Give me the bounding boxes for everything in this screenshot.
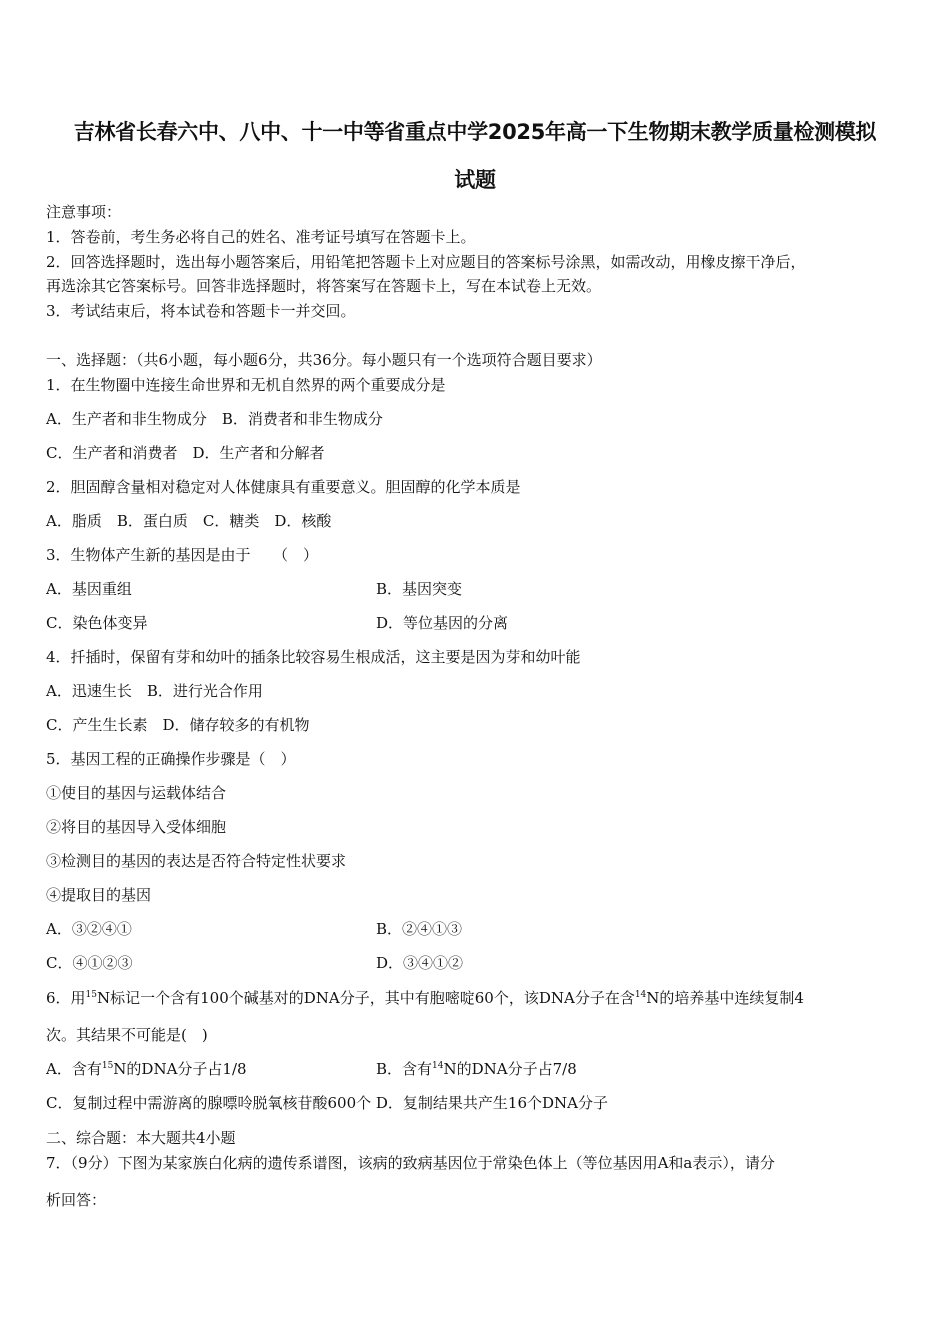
- q6-option-a-text: A．含有: [46, 1060, 102, 1078]
- q6-option-a-superscript: 15: [101, 1061, 114, 1071]
- q1-options-cd: C．生产者和消费者 D．生产者和分解者: [46, 444, 325, 462]
- q1-options-ab: A．生产者和非生物成分 B．消费者和非生物成分: [46, 410, 383, 428]
- q6-stem-line1: [46, 988, 804, 1008]
- section2-heading: 二、综合题：本大题共4小题: [46, 1129, 236, 1147]
- q3-options-row1: [46, 579, 463, 599]
- notice-item-1: 1．答卷前，考生务必将自己的姓名、准考证号填写在答题卡上。: [46, 228, 476, 246]
- q5-step-3: ③检测目的基因的表达是否符合特定性状要求: [46, 852, 347, 870]
- q6-stem-line2: 次。其结果不可能是( ): [46, 1026, 208, 1044]
- q6-text-part1: 6．用: [46, 989, 86, 1007]
- q6-option-b-text: B．含有: [376, 1060, 433, 1078]
- q4-options-cd: C．产生生长素 D．储存较多的有机物: [46, 716, 310, 734]
- q6-text-part2: N标记一个含有100个碱基对的DNA分子，其中有胞嘧啶60个，该DNA分子在含: [97, 989, 635, 1007]
- q3-stem: 3．生物体产生新的基因是由于 （ ）: [46, 546, 319, 564]
- q5-step-2: ②将目的基因导入受体细胞: [46, 818, 227, 836]
- exam-title-line1: 吉林省长春六中、八中、十一中等省重点中学2025年高一下生物期末教学质量检测模拟: [73, 120, 877, 144]
- q6-superscript-14: 14: [634, 990, 647, 1000]
- notice-item-2-cont: 再选涂其它答案标号。回答非选择题时，将答案写在答题卡上，写在本试卷上无效。: [46, 277, 602, 295]
- q3-option-b: B．基因突变: [376, 580, 463, 598]
- q6-option-b-tail: N的DNA分子占7/8: [443, 1060, 577, 1078]
- q5-options-row1: [46, 919, 463, 939]
- q3-options-row2: [46, 613, 509, 633]
- q2-stem: 2．胆固醇含量相对稳定对人体健康具有重要意义。胆固醇的化学本质是: [46, 478, 521, 496]
- q6-text-part3: N的培养基中连续复制4: [646, 989, 804, 1007]
- q3-option-c: C．染色体变异: [46, 614, 148, 632]
- q3-option-a: A．基因重组: [46, 580, 132, 598]
- q5-option-c: C．④①②③: [46, 954, 133, 972]
- notice-item-2: 2．回答选择题时，选出每小题答案后，用铅笔把答题卡上对应题目的答案标号涂黑，如需改动，用橡皮擦干净后，: [46, 253, 806, 271]
- exam-title-line2: 试题: [454, 168, 496, 192]
- q6-option-a-tail: N的DNA分子占1/8: [113, 1060, 247, 1078]
- q5-options-row2: [46, 953, 464, 973]
- q5-option-b: B．②④①③: [376, 920, 463, 938]
- q6-options-cd: C．复制过程中需游离的腺嘌呤脱氧核苷酸600个 D．复制结果共产生16个DNA分子: [46, 1094, 608, 1112]
- q6-option-a: [46, 1060, 247, 1078]
- q5-stem: 5．基因工程的正确操作步骤是（ ）: [46, 750, 296, 768]
- q4-options-ab: A．迅速生长 B．进行光合作用: [46, 682, 263, 700]
- q5-option-a: A．③②④①: [46, 920, 132, 938]
- q7-stem-line1: 7．（9分）下图为某家族白化病的遗传系谱图，该病的致病基因位于常染色体上（等位基因用A和a表示），请分: [46, 1154, 775, 1172]
- section1-heading: 一、选择题：（共6小题，每小题6分，共36分。每小题只有一个选项符合题目要求）: [46, 351, 602, 369]
- q6-options-row1: [46, 1059, 577, 1079]
- notice-item-3: 3．考试结束后，将本试卷和答题卡一并交回。: [46, 302, 356, 320]
- q4-stem: 4．扦插时，保留有芽和幼叶的插条比较容易生根成活，这主要是因为芽和幼叶能: [46, 648, 581, 666]
- q3-option-d: D．等位基因的分离: [376, 614, 509, 632]
- q5-step-4: ④提取目的基因: [46, 886, 152, 904]
- q6-superscript-15: 15: [85, 990, 97, 1000]
- q6-option-b-superscript: 14: [432, 1061, 444, 1071]
- notice-heading: 注意事项：: [46, 203, 122, 221]
- q7-stem-line2: 析回答：: [46, 1191, 107, 1209]
- q1-stem: 1．在生物圈中连接生命世界和无机自然界的两个重要成分是: [46, 376, 446, 394]
- q5-option-d: D．③④①②: [376, 954, 464, 972]
- q6-option-b: [376, 1059, 577, 1079]
- q2-options: A．脂质 B．蛋白质 C．糖类 D．核酸: [46, 512, 332, 530]
- q5-step-1: ①使目的基因与运载体结合: [46, 784, 227, 802]
